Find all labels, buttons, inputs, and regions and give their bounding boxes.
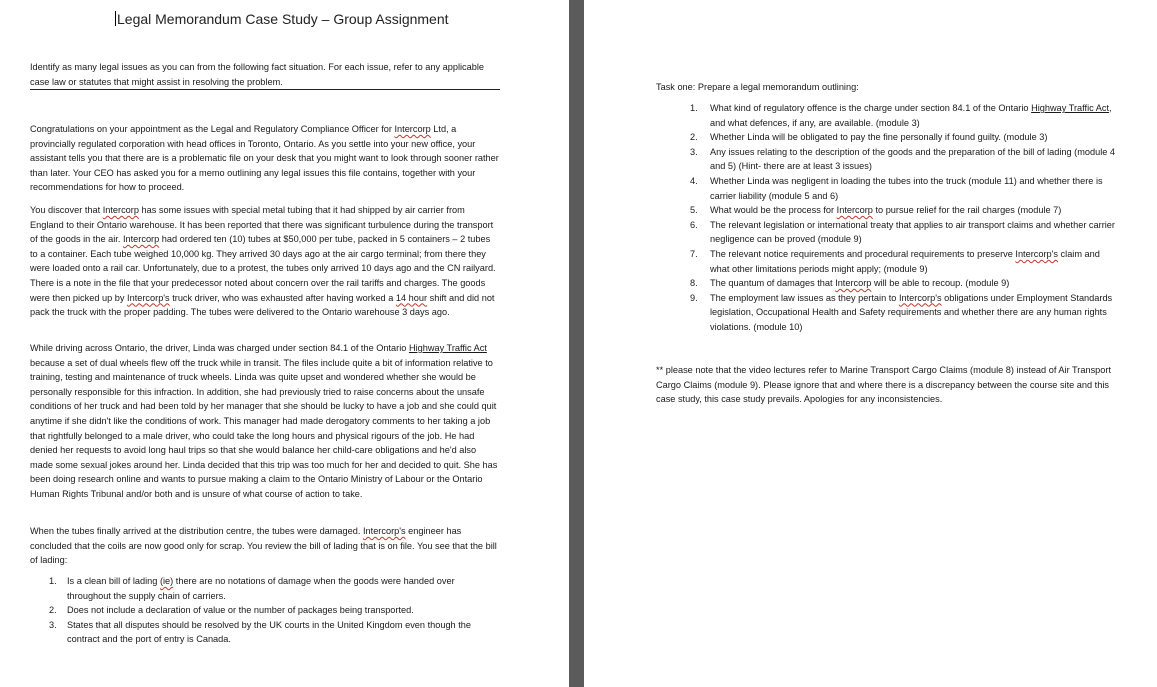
list-item (49, 603, 497, 618)
list-item (690, 218, 1120, 247)
list-item-text: Does not include a declaration of value or the number of packages being transported. (67, 605, 414, 616)
list-number: 1. (49, 576, 57, 586)
list-item-text: Whether Linda will be obligated to pay the fine personally if found guilty. (module 3) (710, 132, 1048, 143)
list-item (690, 145, 1120, 174)
scenario-paragraph-1: Congratulations on your appointment as the Legal and Regulatory Compliance Officer for Intercorp Ltd, a provincially regulated corporation with head offices in Toronto, Ontario. As you settle into your new office, your assistant tells you that there are is a problematic file on your desk that you might want to look through sooner rather than later. Your CEO has asked you for a memo outlining any legal issues this file contains, together with your recommendations for how to proceed. (30, 124, 499, 193)
scenario-paragraph-3: While driving across Ontario, the driver, Linda was charged under section 84.1 of the Ontario Highway Traffic Act because a set of dual wheels flew off the truck while in transit. The files include quite a bit of information relative to training, testing and maintenance of truck wheels. Linda was quite upset and wondered whether she would be personally responsible for this infraction. In addition, she had previously tried to raise concerns about the unsafe conditions of her truck and had been told by her manager that she should be lucky to have a job and she could quit anytime if she didn't like the conditions of work. This manager had made derogatory comments to her taking a job that rightfully belonged to a male driver, who could take the long hours and physical rigours of the job. He had denied her requests to avoid long haul trips so that she would balance her child-care obligations and he'd also made some sexual jokes around her. Linda decided that this trip was too much for her and decided to quit. She has been doing research online and wants to pursue making a claim to the Ontario Ministry of Labour or the Ontario Human Rights Tribunal and/or both and is unsure of what course of action to take. (30, 343, 498, 499)
scenario-paragraph-2: You discover that Intercorp has some issues with special metal tubing that it had shipped by air carrier from England to their Ontario warehouse. It has been reported that there was significant turbulence during the transport of the goods in the air. Intercorp had ordered ten (10) tubes at $50,000 per tube, packed in 5 containers – 2 tubes to a container. Each tube weighed 10,000 kg. They arrived 30 days ago at the air cargo terminal; from there they were loaded onto a rail car. Unfortunately, due to a protest, the tubes only arrived 10 days ago and the CN railyard. There is a note in the file that your predecessor noted about concern over the rail tariffs and charges. The goods were then picked up by Intercorp's truck driver, who was exhausted after having worked a 14 hour shift and did not pack the truck with the proper padding. The tubes were delivered to the Ontario warehouse 3 days ago. (30, 205, 496, 318)
list-number: 7. (690, 248, 698, 259)
list-item-text: What kind of regulatory offence is the charge under section 84.1 of the Ontario Highway Traffic Act, and what defences, if any, are available. (module 3) (710, 103, 1112, 128)
list-item-text: The quantum of damages that Intercorp will be able to recoup. (module 9) (710, 278, 1010, 289)
list-item (690, 291, 1120, 335)
list-number: 2. (690, 132, 698, 143)
list-item-text: Any issues relating to the description of the goods and the preparation of the bill of lading (module 4 and 5) (Hint- there are at least 3 issues) (710, 146, 1116, 172)
list-item (49, 618, 497, 647)
page-gutter (569, 0, 584, 687)
list-item-text: Is a clean bill of lading (ie) there are no notations of damage when the goods were handed over throughout the supply chain of carriers. (67, 576, 455, 601)
list-item (690, 130, 1120, 145)
list-item (690, 276, 1120, 291)
text-cursor (115, 11, 116, 26)
list-item-text: States that all disputes should be resolved by the UK courts in the United Kingdom even though the contract and the port of entry is Canada. (67, 619, 471, 645)
document-page-right (584, 0, 1157, 687)
task-heading: Task one: Prepare a legal memorandum outlining: (656, 82, 859, 92)
list-item (690, 247, 1120, 276)
bill-of-lading-list (49, 574, 497, 647)
instructions-paragraph: Identify as many legal issues as you can from the following fact situation. For each issue, refer to any applicable case law or statutes that might assist in resolving the problem. (30, 62, 484, 87)
scenario-paragraph-4: When the tubes finally arrived at the distribution centre, the tubes were damaged. Intercorp's engineer has concluded that the coils are now good only for scrap. You review the bill of lading that is on file. You see that the bill of lading: (30, 526, 497, 566)
list-number: 4. (690, 175, 698, 186)
task-list (690, 101, 1120, 335)
list-item-text: Whether Linda was negligent in loading the tubes into the truck (module 11) and whether there is carrier liability (module 5 and 6) (710, 175, 1103, 201)
list-item-text: The relevant notice requirements and procedural requirements to preserve Intercorp's claim and what other limitations periods might apply; (module 9) (710, 248, 1100, 274)
document-title (115, 11, 449, 27)
list-number: 3. (49, 619, 57, 630)
horizontal-rule (30, 89, 500, 90)
list-item (49, 574, 497, 603)
list-number: 9. (690, 292, 698, 303)
list-number: 3. (690, 146, 698, 157)
list-number: 5. (690, 205, 698, 216)
list-number: 1. (690, 103, 698, 113)
list-number: 2. (49, 605, 57, 616)
list-item (690, 203, 1120, 218)
document-title-text: Legal Memorandum Case Study – Group Assignment (117, 11, 449, 27)
list-number: 6. (690, 219, 698, 230)
list-item-text: The employment law issues as they pertain to Intercorp's obligations under Employment Standards legislation, Occupational Health and Safety requirements and whether there are any human rights violations. (module 10) (710, 292, 1113, 332)
list-item-text: What would be the process for Intercorp to pursue relief for the rail charges (module 7) (710, 205, 1062, 216)
list-item (690, 101, 1120, 130)
document-page-left (0, 0, 569, 687)
course-note: ** please note that the video lectures refer to Marine Transport Cargo Claims (module 8) instead of Air Transport Cargo Claims (module 9). Please ignore that and where there is a discrepancy between the course site and this case study, this case study prevails. Apologies for any inconsistencies. (656, 365, 1112, 405)
list-number: 8. (690, 278, 698, 289)
list-item (690, 174, 1120, 203)
list-item-text: The relevant legislation or international treaty that applies to air transport claims and whether carrier negligence can be proved (module 9) (710, 219, 1115, 245)
